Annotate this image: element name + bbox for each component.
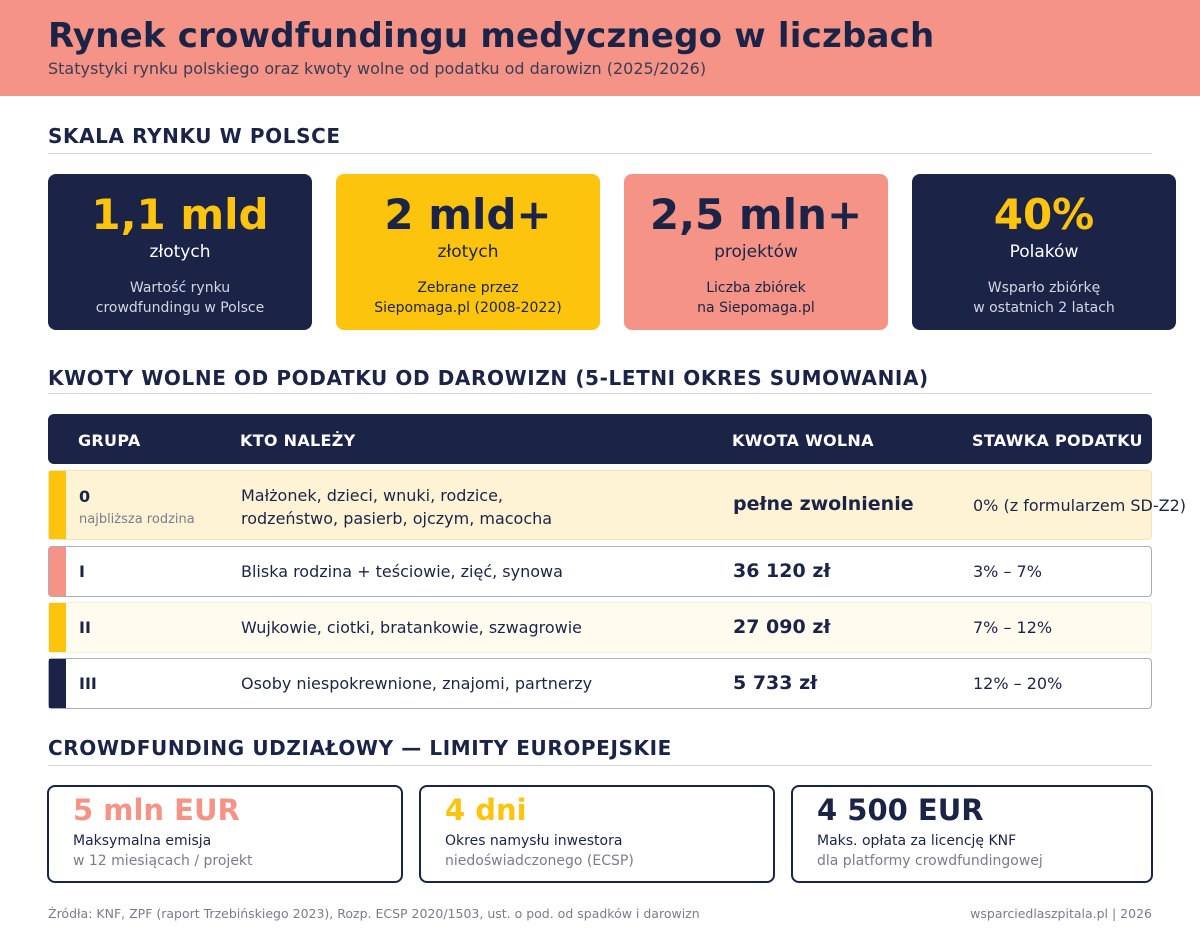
limit-label: Okres namysłu inwestora <box>445 833 623 849</box>
stat-description: Wsparło zbiórkę w ostatnich 2 latach <box>973 280 1115 316</box>
limit-note: w 12 miesiącach / projekt <box>73 853 253 869</box>
row-rate: 0% (z formularzem SD-Z2) <box>973 496 1187 515</box>
table-row-group-3 <box>48 658 1152 709</box>
page-header <box>0 0 1200 96</box>
row-group: 0 <box>79 487 91 506</box>
stat-unit: projektów <box>714 242 798 262</box>
footer-sources: Źródła: KNF, ZPF (raport Trzebińskiego 2023), Rozp. ECSP 2020/1503, ust. o pod. od spadków i darowizn <box>48 906 700 921</box>
column-header-who: KTO NALEŻY <box>240 431 356 450</box>
row-group: III <box>79 674 97 693</box>
footer-site: wsparciedlaszpitala.pl | 2026 <box>970 906 1152 921</box>
stat-description: Liczba zbiórek na Siepomaga.pl <box>697 280 815 316</box>
row-who: Wujkowie, ciotki, bratankowie, szwagrowie <box>241 618 583 637</box>
stat-card-project-count <box>624 174 888 330</box>
row-accent-bar <box>49 659 66 708</box>
limit-value: 4 500 EUR <box>817 793 984 827</box>
row-amount: 36 120 zł <box>733 560 831 582</box>
section-divider <box>48 765 1152 766</box>
table-row-group-0 <box>48 470 1187 540</box>
limit-note: niedoświadczonego (ECSP) <box>445 853 634 869</box>
row-accent-bar <box>49 603 66 652</box>
row-group: I <box>79 562 85 581</box>
row-amount: 5 733 zł <box>733 672 818 694</box>
limit-label: Maks. opłata za licencję KNF <box>817 833 1017 849</box>
limit-value: 5 mln EUR <box>73 793 240 827</box>
section-divider <box>48 393 1152 394</box>
stat-description: Zebrane przez Siepomaga.pl (2008-2022) <box>374 280 562 316</box>
stat-value: 40% <box>993 190 1095 239</box>
row-rate: 12% – 20% <box>973 674 1063 693</box>
column-header-rate: STAWKA PODATKU <box>972 431 1143 450</box>
page-subtitle: Statystyki rynku polskiego oraz kwoty wolne od podatku od darowizn (2025/2026) <box>48 59 707 78</box>
limit-value: 4 dni <box>445 793 527 827</box>
stat-value: 1,1 mld <box>91 190 269 239</box>
limit-card-reflection-period <box>419 785 775 883</box>
stat-value: 2,5 mln+ <box>649 190 863 239</box>
column-header-amount: KWOTA WOLNA <box>732 431 874 450</box>
stat-value: 2 mld+ <box>384 190 552 239</box>
section-title-tax: KWOTY WOLNE OD PODATKU OD DAROWIZN (5-LETNI OKRES SUMOWANIA) <box>48 366 929 390</box>
column-header-group: GRUPA <box>78 431 141 450</box>
row-rate: 7% – 12% <box>973 618 1053 637</box>
page-title: Rynek crowdfundingu medycznego w liczbach <box>48 16 935 56</box>
row-group-note: najbliższa rodzina <box>79 512 195 527</box>
stat-unit: złotych <box>149 242 211 262</box>
section-title-eu: CROWDFUNDING UDZIAŁOWY — LIMITY EUROPEJSKIE <box>48 736 672 760</box>
limit-card-license-fee <box>791 785 1153 883</box>
stat-card-supporters-share <box>912 174 1176 330</box>
section-title-market: SKALA RYNKU W POLSCE <box>48 124 341 148</box>
row-accent-bar <box>49 547 66 596</box>
stat-description: Wartość rynku crowdfundingu w Polsce <box>95 280 265 316</box>
row-who: Osoby niespokrewnione, znajomi, partnerzy <box>241 674 593 693</box>
row-amount: 27 090 zł <box>733 616 831 638</box>
row-who: Małżonek, dzieci, wnuki, rodzice, rodzeństwo, pasierb, ojczym, macocha <box>241 486 553 528</box>
limit-label: Maksymalna emisja <box>73 833 212 849</box>
stat-card-siepomaga-raised <box>336 174 600 330</box>
row-rate: 3% – 7% <box>973 562 1042 581</box>
row-group: II <box>79 618 91 637</box>
stat-unit: Polaków <box>1009 242 1079 262</box>
tax-table-header <box>48 414 1152 464</box>
row-amount: pełne zwolnienie <box>733 493 914 515</box>
section-divider <box>48 153 1152 154</box>
row-accent-bar <box>49 471 66 539</box>
table-row-group-1 <box>48 546 1152 597</box>
stat-unit: złotych <box>437 242 499 262</box>
stat-card-market-value <box>48 174 312 330</box>
table-row-group-2 <box>48 602 1152 653</box>
limit-note: dla platformy crowdfundingowej <box>817 853 1043 869</box>
row-who: Bliska rodzina + teściowie, zięć, synowa <box>241 562 563 581</box>
limit-card-max-issue <box>47 785 403 883</box>
